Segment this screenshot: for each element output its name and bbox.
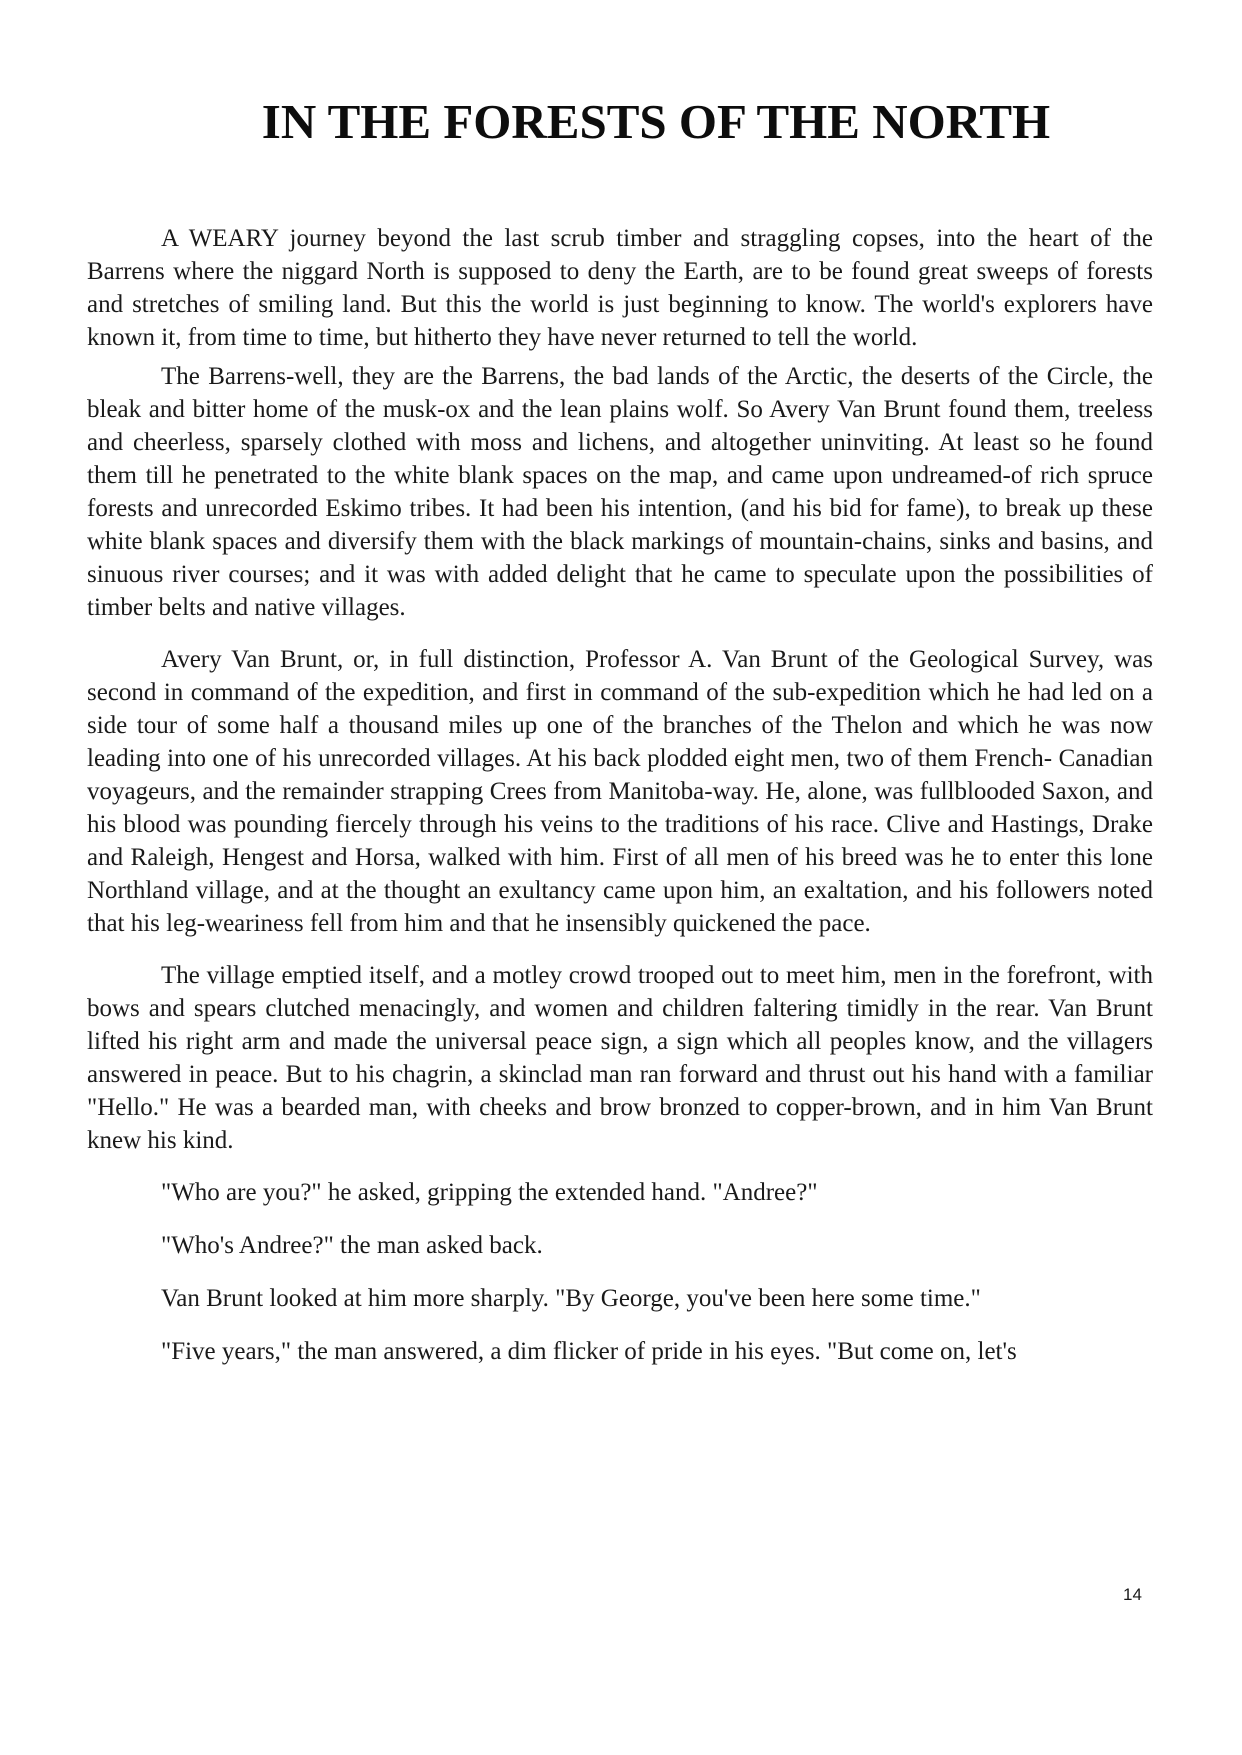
dialogue-line-2: "Who's Andree?" the man asked back.: [161, 1232, 543, 1259]
dialogue-line-3: Van Brunt looked at him more sharply. "By George, you've been here some time.": [161, 1285, 981, 1312]
dialogue-line-4: "Five years," the man answered, a dim flicker of pride in his eyes. "But come on, let's: [161, 1338, 1017, 1365]
paragraph-3: Avery Van Brunt, or, in full distinction, Professor A. Van Brunt of the Geological Survey, was second in command of the expedition, and first in command of the sub-expedition which he had led on a side tour of some half a thousand miles up one of the branches of the Thelon and which he was now leading into one of his unrecorded villages. At his back plodded eight men, two of them French- Canadian voyageurs, and the remainder strapping Crees from Manitoba-way. He, alone, was fullblooded Saxon, and his blood was pounding fiercely through his veins to the traditions of his race. Clive and Hastings, Drake and Raleigh, Hengest and Horsa, walked with him. First of all men of his breed was he to enter this lone Northland village, and at the thought an exultancy came upon him, an exaltation, and his followers noted that his leg-weariness fell from him and that he insensibly quickened the pace.: [87, 646, 1153, 937]
chapter-title: IN THE FORESTS OF THE NORTH: [261, 94, 1051, 149]
paragraph-2: The Barrens-well, they are the Barrens, the bad lands of the Arctic, the deserts of the Circle, the bleak and bitter home of the musk-ox and the lean plains wolf. So Avery Van Brunt found them, treeless and cheerless, sparsely clothed with moss and lichens, and altogether uninviting. At least so he found them till he penetrated to the white blank spaces on the map, and came upon undreamed-of rich spruce forests and unrecorded Eskimo tribes. It had been his intention, (and his bid for fame), to break up these white blank spaces and diversify them with the black markings of mountain-chains, sinks and basins, and sinuous river courses; and it was with added delight that he came to speculate upon the possibilities of timber belts and native villages.: [87, 363, 1153, 621]
dialogue-line-1: "Who are you?" he asked, gripping the extended hand. "Andree?": [161, 1179, 818, 1206]
paragraph-4: The village emptied itself, and a motley crowd trooped out to meet him, men in the forefront, with bows and spears clutched menacingly, and women and children faltering timidly in the rear. Van Brunt lifted his right arm and made the universal peace sign, a sign which all peoples know, and the villagers answered in peace. But to his chagrin, a skinclad man ran forward and thrust out his hand with a familiar "Hello." He was a bearded man, with cheeks and brow bronzed to copper-brown, and in him Van Brunt knew his kind.: [87, 962, 1153, 1154]
chapter-body: [87, 222, 1153, 1388]
page-number: 14: [1123, 1585, 1142, 1604]
paragraph-1: A WEARY journey beyond the last scrub timber and straggling copses, into the heart of the Barrens where the niggard North is supposed to deny the Earth, are to be found great sweeps of forests and stretches of smiling land. But this the world is just beginning to know. The world's explorers have known it, from time to time, but hitherto they have never returned to tell the world.: [87, 225, 1153, 351]
